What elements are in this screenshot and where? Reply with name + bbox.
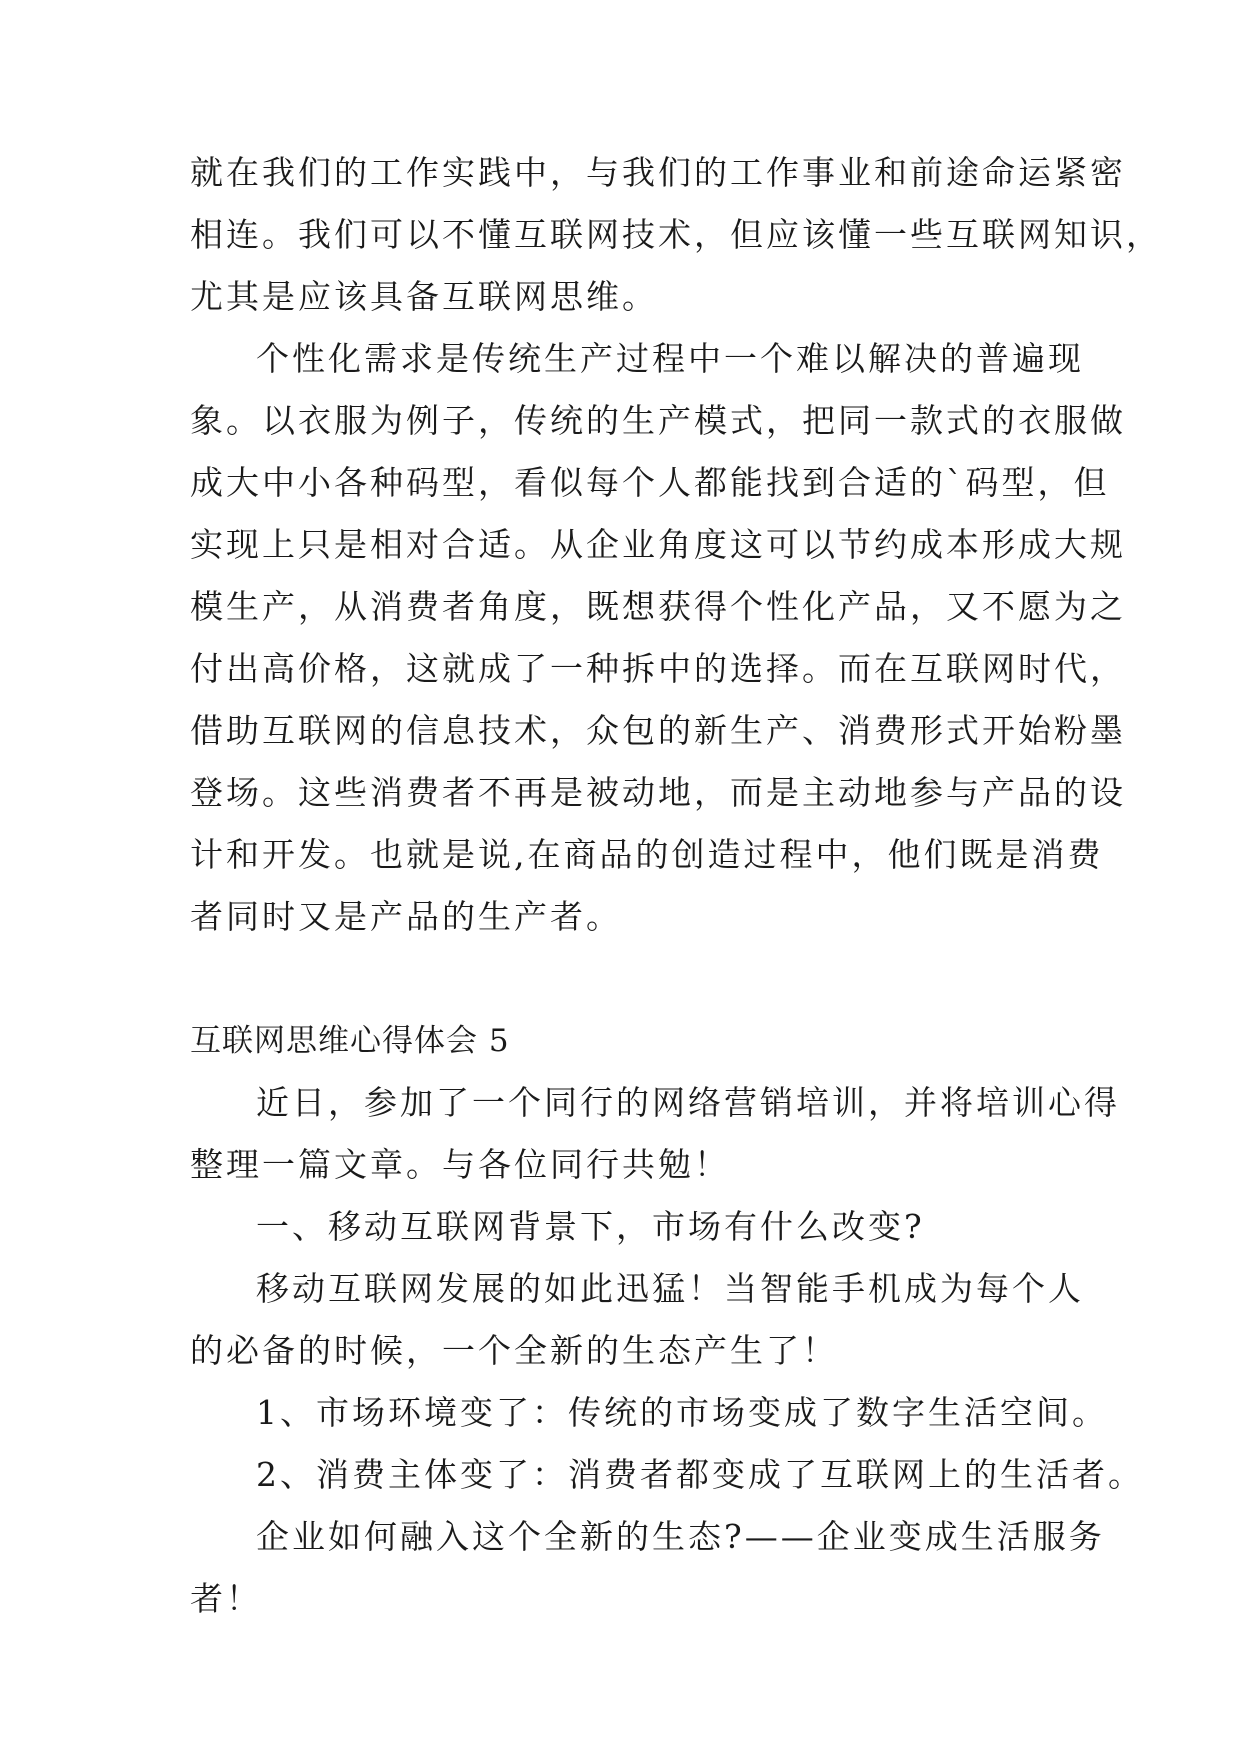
paragraph-line: 2、消费主体变了：消费者都变成了互联网上的生活者。 <box>256 1455 1144 1494</box>
paragraph-line: 移动互联网发展的如此迅猛！当智能手机成为每个人 <box>256 1269 1084 1308</box>
paragraph-line: 尤其是应该具备互联网思维。 <box>190 277 658 316</box>
paragraph-line: 近日，参加了一个同行的网络营销培训，并将培训心得 <box>256 1083 1120 1122</box>
paragraph-line: 成大中小各种码型，看似每个人都能找到合适的`码型，但 <box>190 463 1110 502</box>
paragraph-line: 一、移动互联网背景下，市场有什么改变? <box>256 1207 925 1246</box>
paragraph-line: 者！ <box>190 1579 262 1618</box>
paragraph-line: 个性化需求是传统生产过程中一个难以解决的普遍现 <box>256 339 1084 378</box>
paragraph-line: 的必备的时候，一个全新的生态产生了！ <box>190 1331 838 1370</box>
paragraph-line: 整理一篇文章。与各位同行共勉！ <box>190 1145 730 1184</box>
paragraph-line: 计和开发。也就是说,在商品的创造过程中，他们既是消费 <box>190 835 1104 874</box>
paragraph-line: 企业如何融入这个全新的生态?——企业变成生活服务 <box>256 1517 1105 1556</box>
section-heading: 互联网思维心得体会 5 <box>190 1023 510 1059</box>
paragraph-line: 象。以衣服为例子，传统的生产模式，把同一款式的衣服做 <box>190 401 1126 440</box>
paragraph-line: 登场。这些消费者不再是被动地，而是主动地参与产品的设 <box>190 773 1126 812</box>
paragraph-line: 者同时又是产品的生产者。 <box>190 897 622 936</box>
paragraph-line: 实现上只是相对合适。从企业角度这可以节约成本形成大规 <box>190 525 1126 564</box>
paragraph-line: 模生产，从消费者角度，既想获得个性化产品，又不愿为之 <box>190 587 1126 626</box>
paragraph-line: 1、市场环境变了：传统的市场变成了数字生活空间。 <box>256 1393 1108 1432</box>
paragraph-line: 借助互联网的信息技术，众包的新生产、消费形式开始粉墨 <box>190 711 1126 750</box>
paragraph-line: 付出高价格，这就成了一种拆中的选择。而在互联网时代， <box>190 649 1126 688</box>
paragraph-line: 就在我们的工作实践中，与我们的工作事业和前途命运紧密 <box>190 153 1126 192</box>
paragraph-line: 相连。我们可以不懂互联网技术，但应该懂一些互联网知识， <box>190 215 1162 254</box>
